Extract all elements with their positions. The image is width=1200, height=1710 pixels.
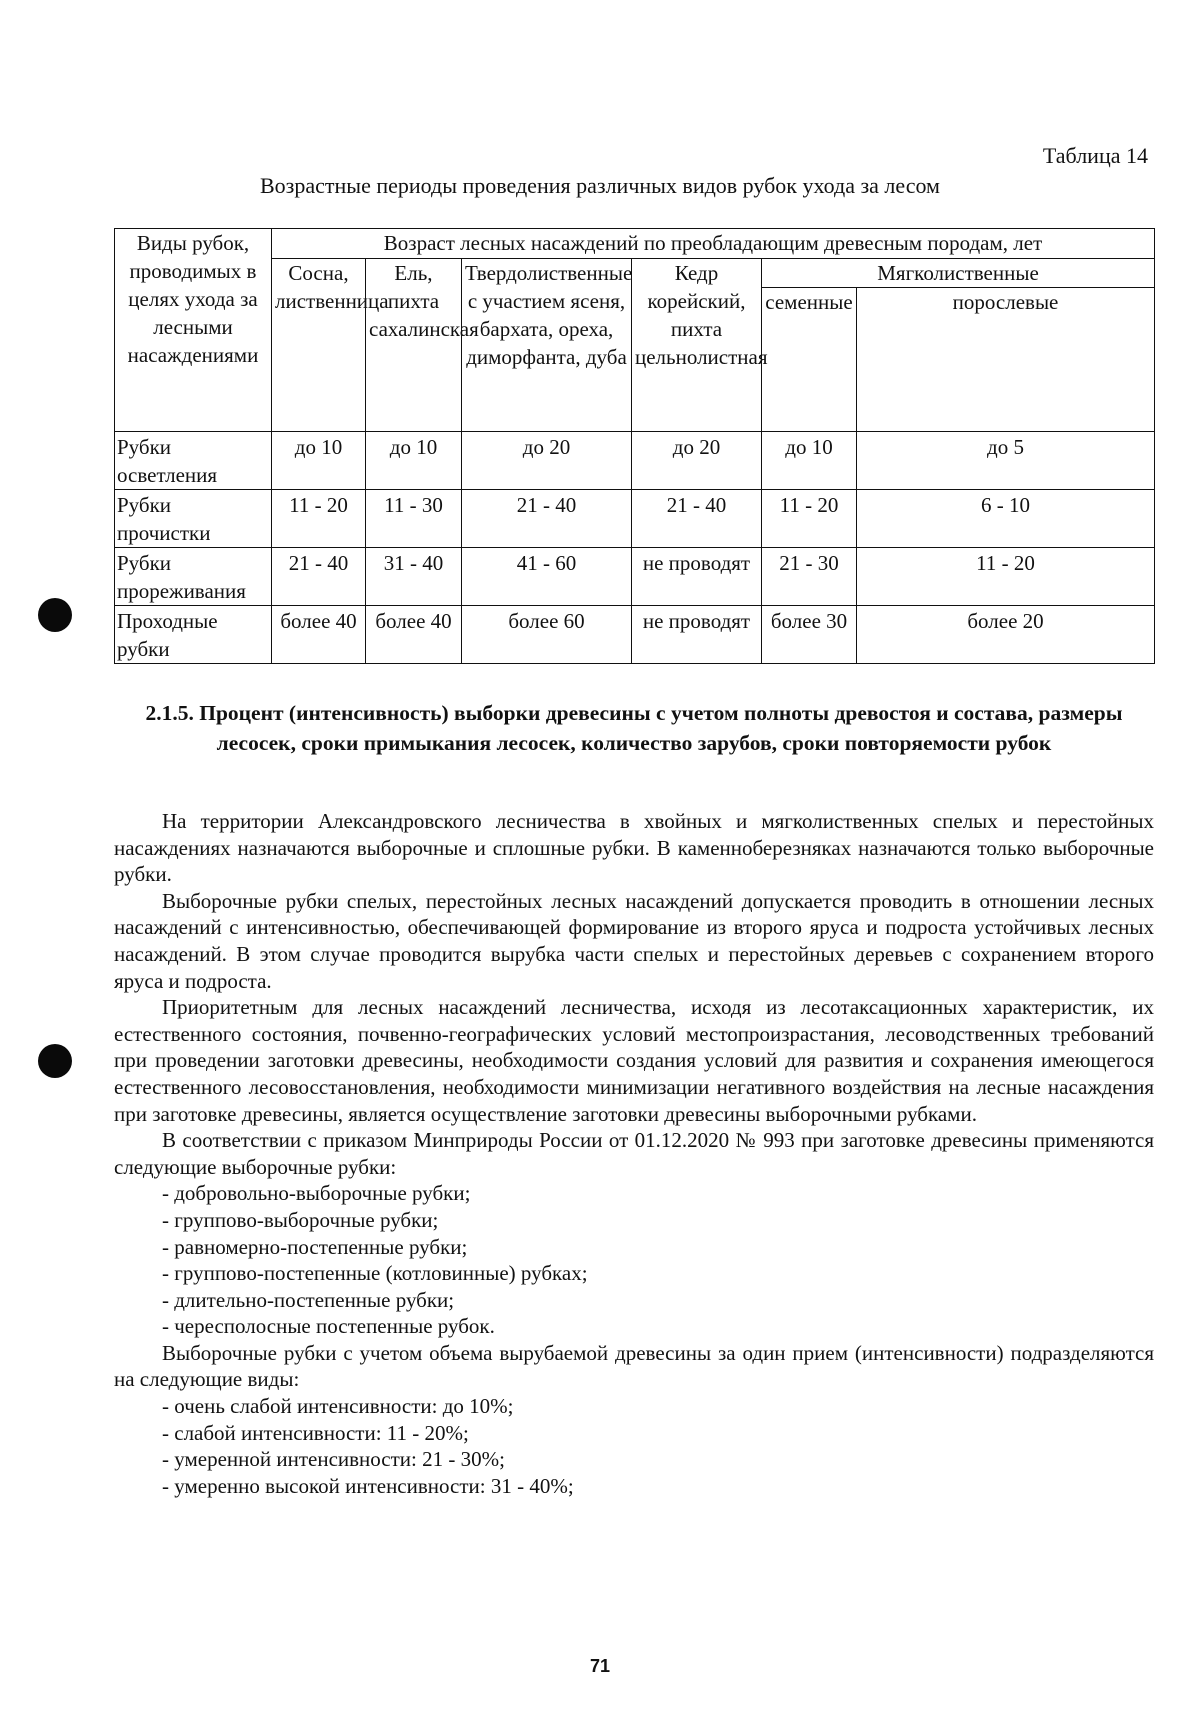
cell-pine: до 10	[272, 432, 366, 490]
row-name: Рубки прочистки	[115, 490, 272, 548]
intensity-list	[114, 1393, 1154, 1499]
cell-seed: до 10	[762, 432, 857, 490]
scan-punch-hole-mark	[38, 598, 72, 632]
page-number: 71	[589, 1656, 611, 1676]
table-row	[115, 432, 1155, 490]
logging-age-table	[114, 228, 1155, 664]
logging-types-list	[114, 1180, 1154, 1340]
header-hardwood: Твердолиственные с участием ясеня, бархата, ореха, диморфанта, дуба	[462, 259, 632, 432]
cell-seed: 21 - 30	[762, 548, 857, 606]
paragraph: В соответствии с приказом Минприроды России от 01.12.2020 № 993 при заготовке древесины применяются следующие выборочные рубки:	[114, 1128, 1154, 1179]
header-coppice: порослевые	[857, 288, 1155, 432]
list-item: - добровольно-выборочные рубки;	[162, 1181, 471, 1206]
scan-punch-hole-mark	[38, 1044, 72, 1078]
cell-hardwood: до 20	[462, 432, 632, 490]
row-name: Проходные рубки	[115, 606, 272, 664]
table-row	[115, 490, 1155, 548]
header-softwood: Мягколиственные	[762, 259, 1155, 288]
cell-hardwood: 21 - 40	[462, 490, 632, 548]
cell-spruce: 11 - 30	[366, 490, 462, 548]
list-item: - умеренной интенсивности: 21 - 30%;	[162, 1447, 505, 1472]
cell-coppice: до 5	[857, 432, 1155, 490]
cell-coppice: 6 - 10	[857, 490, 1155, 548]
table-row	[115, 548, 1155, 606]
cell-cedar: не проводят	[632, 606, 762, 664]
table-row	[115, 606, 1155, 664]
cell-cedar: не проводят	[632, 548, 762, 606]
cell-cedar: 21 - 40	[632, 490, 762, 548]
cell-hardwood: более 60	[462, 606, 632, 664]
paragraph: Выборочные рубки с учетом объема вырубаемой древесины за один прием (интенсивности) подразделяются на следующие виды:	[114, 1340, 1154, 1392]
header-spruce: Ель, пихта сахалинская	[366, 259, 462, 432]
list-item: - равномерно-постепенные рубки;	[162, 1234, 468, 1259]
cell-seed: более 30	[762, 606, 857, 664]
list-item: - слабой интенсивности: 11 - 20%;	[162, 1420, 469, 1445]
cell-hardwood: 41 - 60	[462, 548, 632, 606]
header-pine: Сосна, лиственница	[272, 259, 366, 432]
list-item: - чересполосные постепенные рубок.	[162, 1314, 495, 1339]
header-seed: семенные	[762, 288, 857, 432]
row-name: Рубки осветления	[115, 432, 272, 490]
list-item: - группово-выборочные рубки;	[162, 1207, 439, 1232]
cell-seed: 11 - 20	[762, 490, 857, 548]
cell-coppice: более 20	[857, 606, 1155, 664]
paragraph: Выборочные рубки спелых, перестойных лесных насаждений допускается проводить в отношении лесных насаждений с интенсивностью, обеспечивающей формирование из второго яруса и подроста устойчивых лесных насаждений. В этом случае проводится вырубка части спелых и перестойных деревьев с сохранением второго яруса и подроста.	[114, 888, 1154, 993]
header-cedar: Кедр корейский, пихта цельнолистная	[632, 259, 762, 432]
list-item: - группово-постепенные (котловинные) рубках;	[162, 1261, 588, 1286]
list-item: - умеренно высокой интенсивности: 31 - 40%;	[162, 1473, 574, 1498]
list-item: - длительно-постепенные рубки;	[162, 1287, 455, 1312]
body-text	[114, 808, 1154, 1499]
list-item: - очень слабой интенсивности: до 10%;	[162, 1394, 514, 1419]
cell-pine: 21 - 40	[272, 548, 366, 606]
header-logging-type: Виды рубок, проводимых в целях ухода за лесными насаждениями	[115, 229, 272, 432]
paragraph: Приоритетным для лесных насаждений лесничества, исходя из лесотаксационных характеристик, их естественного состояния, почвенно-географических условий местопроизрастания, лесоводственных требований при проведении заготовки древесины, необходимости создания условий для развития и сохранения имеющегося естественного лесовосстановления, необходимости минимизации негативного воздействия на лесные насаждения при заготовке древесины, является осуществление заготовки древесины выборочными рубками.	[114, 995, 1154, 1126]
table-number: Таблица 14	[1042, 143, 1148, 168]
row-name: Рубки прореживания	[115, 548, 272, 606]
header-age-group: Возраст лесных насаждений по преобладающим древесным породам, лет	[272, 229, 1155, 259]
cell-spruce: до 10	[366, 432, 462, 490]
cell-spruce: 31 - 40	[366, 548, 462, 606]
cell-coppice: 11 - 20	[857, 548, 1155, 606]
table-title: Возрастные периоды проведения различных видов рубок ухода за лесом	[260, 173, 940, 198]
cell-cedar: до 20	[632, 432, 762, 490]
cell-spruce: более 40	[366, 606, 462, 664]
cell-pine: более 40	[272, 606, 366, 664]
paragraph: На территории Александровского лесничества в хвойных и мягколиственных спелых и перестойных насаждениях назначаются выборочные и сплошные рубки. В каменноберезняках назначаются только выборочные рубки.	[114, 809, 1154, 887]
cell-pine: 11 - 20	[272, 490, 366, 548]
section-heading: 2.1.5. Процент (интенсивность) выборки древесины с учетом полноты древостоя и состава, размеры лесосек, сроки примыкания лесосек, количество зарубов, сроки повторяемости рубок	[145, 701, 1123, 755]
